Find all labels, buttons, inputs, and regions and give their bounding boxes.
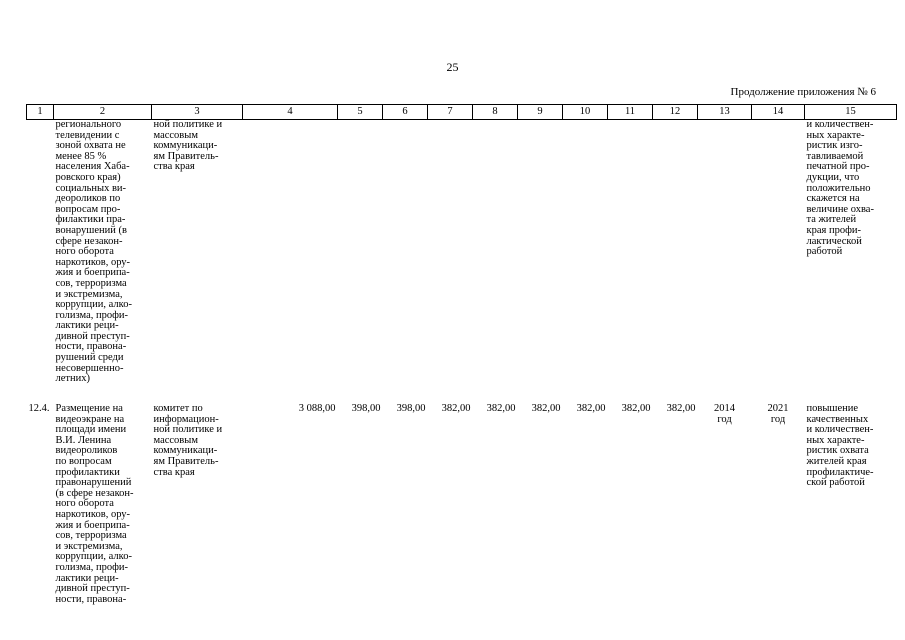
expected-result-cell: и количествен- ных характе- ристик изго- тавливаемой печатной про- дукции, что положительно скажется на величине охва- та жителей края профи- лактической работой — [806, 119, 874, 258]
year-funding-cell — [383, 120, 428, 403]
year-funding-cell — [428, 120, 473, 403]
column-header: 12 — [653, 105, 698, 120]
year-funding-cell: 382,00 — [666, 403, 696, 414]
column-header: 15 — [805, 105, 897, 120]
column-header: 14 — [752, 105, 805, 120]
column-header: 9 — [518, 105, 563, 120]
total-funding-cell: 3 088,00 — [298, 403, 336, 414]
expected-result-cell: повышение качественных и количествен- ных характе- ристик охвата жителей края профилактиче- ской работой — [806, 403, 874, 489]
column-header: 4 — [243, 105, 338, 120]
year-funding-cell — [338, 120, 383, 403]
column-header: 10 — [563, 105, 608, 120]
start-year-cell — [698, 120, 752, 403]
total-funding-cell — [243, 120, 338, 403]
page-number: 25 — [446, 60, 459, 74]
measure-name-cell: Размещение на видеоэкране на площади имени В.И. Ленина видеороликов по вопросам профилактики правонарушений (в сфере незакон- ного оборота наркотиков, ору- жия и боеприпа- сов, терроризма и экстремизма, коррупции, алко- голизма, профи- лактики реци- дивной преступ- ности, правона- — [55, 403, 134, 605]
column-header: 5 — [338, 105, 383, 120]
year-funding-cell — [608, 120, 653, 403]
executor-cell: комитет по информацион- ной политике и массовым коммуникаци- ям Правитель- ства края — [153, 403, 223, 478]
row-number-cell — [27, 120, 54, 403]
year-funding-cell — [473, 120, 518, 403]
end-year-cell: 2021 год — [767, 403, 789, 425]
year-funding-cell: 382,00 — [531, 403, 561, 414]
year-funding-cell: 382,00 — [441, 403, 471, 414]
table-row — [27, 402, 897, 605]
year-funding-cell: 398,00 — [396, 403, 426, 414]
year-funding-cell — [563, 120, 608, 403]
column-header: 6 — [383, 105, 428, 120]
column-header: 7 — [428, 105, 473, 120]
year-funding-cell: 398,00 — [351, 403, 381, 414]
year-funding-cell: 382,00 — [621, 403, 651, 414]
column-number-header-row — [27, 105, 897, 120]
column-header: 11 — [608, 105, 653, 120]
column-header: 3 — [152, 105, 243, 120]
row-number-cell: 12.4. — [28, 403, 50, 414]
year-funding-cell — [653, 120, 698, 403]
start-year-cell: 2014 год — [714, 403, 735, 425]
column-header: 1 — [27, 105, 54, 120]
year-funding-cell: 382,00 — [486, 403, 516, 414]
appendix-continuation-label: Продолжение приложения № 6 — [730, 86, 876, 98]
column-header: 8 — [473, 105, 518, 120]
end-year-cell — [752, 120, 805, 403]
column-header: 13 — [698, 105, 752, 120]
year-funding-cell: 382,00 — [576, 403, 606, 414]
executor-cell: ной политике и массовым коммуникаци- ям Правитель- ства края — [153, 119, 223, 173]
measure-name-cell: регионального телевидении с зоной охвата не менее 85 % населения Хаба- ровского края) социальных ви- деороликов по вопросам про- филактики пра- вонарушений (в сфере незакон- ного оборота наркотиков, ору- жия и боеприпа- сов, терроризма и экстремизма, коррупции, алко- голизма, профи- лактики реци- дивной преступ- ности, правона- рушений среди несовершенно- летних) — [55, 119, 132, 385]
year-funding-cell — [518, 120, 563, 403]
program-measures-table — [26, 104, 897, 605]
column-header: 2 — [54, 105, 152, 120]
table-row — [27, 120, 897, 403]
